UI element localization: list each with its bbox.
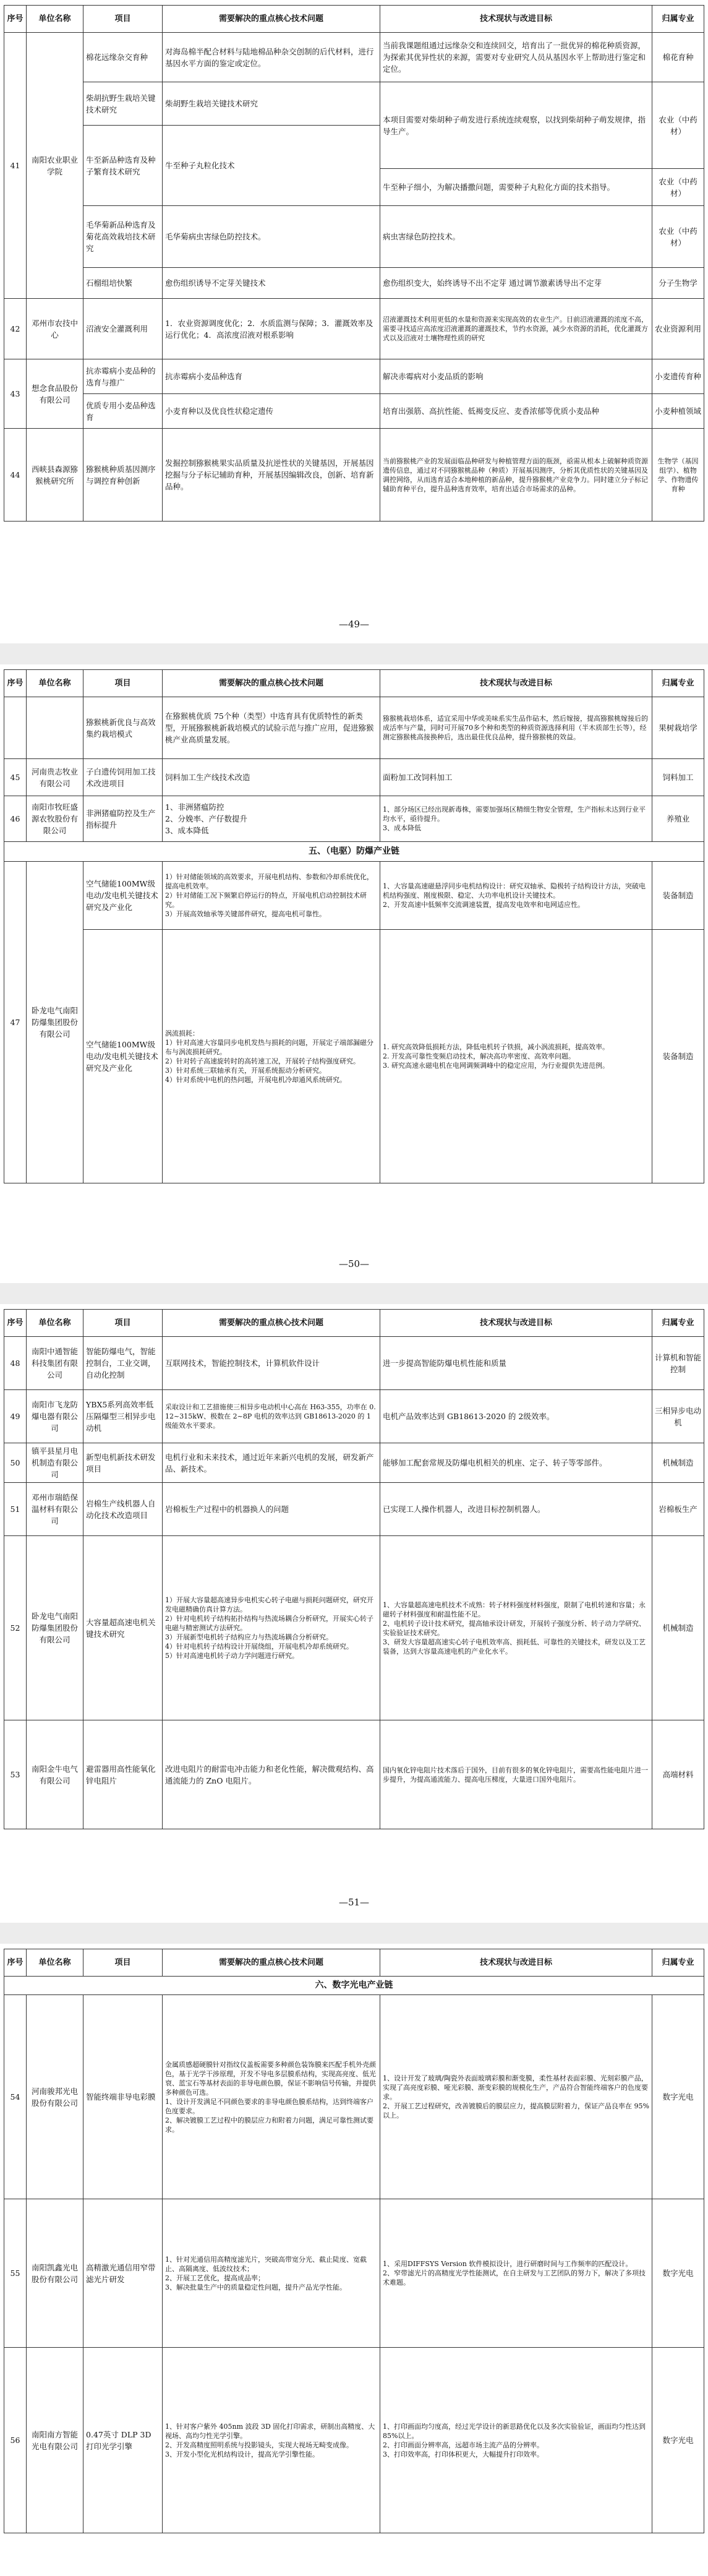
cell-seq: 54 (4, 1995, 27, 2199)
cell-major: 农业（中药材） (652, 206, 704, 268)
cell-problem: 愈伤组织诱导不定芽关键技术 (163, 268, 380, 299)
cell-seq: 53 (4, 1720, 27, 1829)
cell-target: 培育出强筋、高抗性能、低褐变反应、麦香浓郁等优质小麦品种 (380, 394, 652, 429)
table-row (4, 1443, 704, 1483)
header-seq: 序号 (4, 1949, 27, 1977)
cell-item: 岩棉生产线机器人自动化技术改造项目 (83, 1483, 163, 1536)
page-2 (0, 664, 708, 1283)
cell-target: 沼液灌溉技术利用更低的水量和资源来实现高效的农业生产。目前沼液灌溉的浓度不高，需要寻找适应高浓度沼液灌溉的灌溉技术，节约水资源，减少水资源的消耗，优化灌溉方式以及沼液对土壤物理性质的研究 (380, 299, 652, 359)
cell-problem: 1．农业资源调度优化；2．水质监测与保障；3．灌溉效率及运行优化；4．高浓度沼液对根系影响 (163, 299, 380, 359)
cell-target: 面粉加工改饲料加工 (380, 759, 652, 796)
table-row (4, 759, 704, 796)
cell-major: 小麦遗传育种 (652, 359, 704, 394)
cell-major: 数字光电 (652, 1995, 704, 2199)
page-number: —49— (338, 619, 370, 630)
cell-seq: 51 (4, 1483, 27, 1536)
table-row (4, 299, 704, 359)
table-page-2 (4, 669, 704, 1183)
header-problem: 需要解决的重点核心技术问题 (163, 1949, 380, 1977)
cell-target: 1、采用DIFFSYS Version 软件模拟设计，进行研磨时间与工作频率的匹配设计。 2、窄带滤光片的高精度光学性能测试，在自主研发与工艺团队的努力下，解决了多项技术难题。 (380, 2199, 652, 2348)
cell-target: 愈伤组织变大，始终诱导不出不定芽 通过调节激素诱导出不定芽 (380, 268, 652, 299)
cell-problem: 1、非洲猪瘟防控 2、分娩率、产仔数提升 3、成本降低 (163, 796, 380, 842)
cell-major: 机械制造 (652, 1443, 704, 1483)
cell-target: 1、设计开发了玻璃/陶瓷外表面玻璃彩膜和渐变膜，柔性基材表面彩膜、光刻彩膜产品，实现了高亮度彩膜、哑光彩膜、渐变彩膜的规模化生产，产品符合智能终端客户的色度要求。 2、开展工艺过程研究，改善镀膜后的膜层应力，提高膜层附着力，保证产品良率在 95%以上。 (380, 1995, 652, 2199)
cell-unit: 卧龙电气南阳防爆集团股份有限公司 (27, 862, 83, 1183)
cell-unit: 河南贵志牧业有限公司 (27, 759, 83, 796)
cell-major: 计算机和智能控制 (652, 1337, 704, 1390)
cell-item: 新型电机新技术研发项目 (83, 1443, 163, 1483)
header-seq: 序号 (4, 670, 27, 697)
cell-major: 果树栽培学 (652, 697, 704, 759)
cell-problem: 牛至种子丸粒化技术 (163, 126, 380, 206)
cell-unit: 想念食品股份有限公司 (27, 359, 83, 429)
cell-item: 子白遗传饲用加工技术改进项目 (83, 759, 163, 796)
cell-seq: 47 (4, 862, 27, 1183)
cell-problem: 在猕猴桃优质 75个种（类型）中选育具有优质特性的新类型，开展猕猴桃新栽培模式的试验示范与推广应用，促进猕猴桃产业高质量发展。 (163, 697, 380, 759)
table-row (4, 697, 704, 759)
header-major: 归属专业 (652, 670, 704, 697)
header-target: 技术现状与改进目标 (380, 1310, 652, 1337)
cell-target: 电机产品效率达到 GB18613-2020 的 2级效率。 (380, 1390, 652, 1443)
table-row (4, 206, 704, 268)
table-row (4, 1483, 704, 1536)
section-title: 六、数字光电产业链 (4, 1977, 704, 1995)
cell-major: 装备制造 (652, 930, 704, 1183)
cell-problem: 涡流损耗： 1）针对高速大容量同步电机发热与损耗的问题，开展定子端部漏磁分布与涡流损耗研究。 2）针对转子高速旋转时的高转速工况，开展转子结构强度研究。 3）针对系统三联轴承有关，开展系统振动分析研究。 4）针对系统中电机的热问题，开展电机冷却通风系统研究。 (163, 930, 380, 1183)
cell-major: 高端材料 (652, 1720, 704, 1829)
cell-major: 棉花育种 (652, 33, 704, 82)
cell-major: 岩棉板生产 (652, 1483, 704, 1536)
cell-item: 猕猴桃新优良与高效集约栽培模式 (83, 697, 163, 759)
cell-problem: 采取设计和工艺措施使三相异步电动机中心高在 H63-355，功率在 0.12~315kW、极数在 2~8P 电机的效率达到 GB18613-2020 的 1级能效水平要求。 (163, 1390, 380, 1443)
cell-item: 避雷器用高性能氧化锌电阻片 (83, 1720, 163, 1829)
cell-item: 大容量超高速电机关键技术研究 (83, 1536, 163, 1720)
cell-major: 数字光电 (652, 2348, 704, 2533)
cell-seq: 55 (4, 2199, 27, 2348)
cell-target: 当前我课题组通过远缘杂交和连续回交，培育出了一批优异的棉花种质资源，为探索其优异性状的来源，需要对专业研究人员从基因水平上帮助进行鉴定和定位。 (380, 33, 652, 82)
cell-target: 1、部分场区已经出现新毒株，需要加强场区精细生物安全管理，生产指标未达到行业平均水平，亟待提升。 3、成本降低 (380, 796, 652, 842)
cell-problem: 改进电阻片的耐雷电冲击能力和老化性能，解决微观结构、高通流能力的 ZnO 电阻片。 (163, 1720, 380, 1829)
table-row (4, 82, 704, 126)
page-number: —51— (338, 1897, 370, 1908)
header-problem: 需要解决的重点核心技术问题 (163, 6, 380, 33)
header-major: 归属专业 (652, 1310, 704, 1337)
cell-target: 能够加工配套常规及防爆电机相关的机座、定子、转子等零部件。 (380, 1443, 652, 1483)
table-row (4, 2348, 704, 2533)
cell-unit: 南阳凯鑫光电股份有限公司 (27, 2199, 83, 2348)
header-target: 技术现状与改进目标 (380, 670, 652, 697)
header-unit: 单位名称 (27, 6, 83, 33)
cell-target: 本项目需要对柴胡种子萌发进行系统连续观察，以找到柴胡种子萌发规律，指导生产。 (380, 82, 652, 169)
cell-target: 牛至种子细小，为解决播撒问题，需要种子丸粒化方面的技术指导。 (380, 169, 652, 206)
cell-unit: 南阳南方智能光电有限公司 (27, 2348, 83, 2533)
table-row (4, 1390, 704, 1443)
cell-major: 农业资源利用 (652, 299, 704, 359)
cell-major: 饲料加工 (652, 759, 704, 796)
cell-seq: 44 (4, 429, 27, 522)
cell-major: 分子生物学 (652, 268, 704, 299)
cell-problem: 金属质感超硬膜针对指纹仪盖板需要多种颜色装饰膜来匹配手机外壳颜色，基于光学干涉原理，开发不导电多层膜系结构，实现高亮度、低光衰、蓝宝石等基材表面的非导电颜色膜，保证不影响信号传输，并提供多种颜色可选。 1、设计开发满足不同颜色要求的非导电颜色膜系结构，达到终端客户色度要求。 2、解决镀膜工艺过程中的膜层应力和附着力问题，满足可靠性测试要求。 (163, 1995, 380, 2199)
cell-problem: 1）针对储能领域的高效要求，开展电机结构、参数和冷却系统优化，提高电机效率。 2）针对储能工况下频繁启停运行的特点，开展电机启动控制技术研究。 3）开展高效轴承等关键部件研究，提高电机可靠性。 (163, 862, 380, 930)
cell-unit: 邓州市农技中心 (27, 299, 83, 359)
cell-seq: 42 (4, 299, 27, 359)
cell-problem: 1、针对光通信用高精度滤光片，突破高带宽分光、截止陡度、宽截止、高隔离度、低波纹技术； 2、开展工艺优化，提高成品率； 3、解决批量生产中的质量稳定性问题，提升产品光学性能。 (163, 2199, 380, 2348)
table-row (4, 796, 704, 842)
cell-target: 1、大容量高速磁悬浮同步电机结构设计：研究双轴承、隐极转子结构设计方法，突破电机结构强度、刚度极限、稳定、大功率电机设计关键技术。 2、开发高速中低频率交流调速装置，提高发电效率和电网适应性。 (380, 862, 652, 930)
cell-target: 进一步提高智能防爆电机性能和质量 (380, 1337, 652, 1390)
table-page-4 (4, 1949, 704, 2533)
cell-major: 养殖业 (652, 796, 704, 842)
cell-problem: 电机行业和未来技术，通过近年来新兴电机的发展，研发新产品、新技术。 (163, 1443, 380, 1483)
page-separator (0, 1283, 708, 1304)
cell-problem: 抗赤霉病小麦品种选育 (163, 359, 380, 394)
cell-unit: 西峡县森源猕猴桃研究所 (27, 429, 83, 522)
cell-item: 0.47英寸 DLP 3D 打印光学引擎 (83, 2348, 163, 2533)
cell-item: 空气储能100MW级电动/发电机关键技术研究及产业化 (83, 930, 163, 1183)
cell-major: 小麦种植领域 (652, 394, 704, 429)
table-row (4, 33, 704, 82)
cell-unit: 镇平县星月电机制造有限公司 (27, 1443, 83, 1483)
table-page-1 (4, 5, 704, 522)
cell-unit: 南阳农业职业学院 (27, 33, 83, 299)
cell-problem: 发掘控制猕猴桃果实品质量及抗逆性状的关键基因，开展基因挖掘与分子标记辅助育种，开展基因编辑改良，创新、培育新品种。 (163, 429, 380, 522)
cell-seq: 48 (4, 1337, 27, 1390)
cell-item: 沼液安全灌溉利用 (83, 299, 163, 359)
cell-problem: 柴胡野生栽培关键技术研究 (163, 82, 380, 126)
cell-item: 牛至新品种选育及种子繁育技术研究 (83, 126, 163, 206)
cell-seq: 52 (4, 1536, 27, 1720)
cell-unit: 南阳金牛电气有限公司 (27, 1720, 83, 1829)
cell-unit: 南阳中通智能科技集团有限公司 (27, 1337, 83, 1390)
header-item: 项目 (83, 1310, 163, 1337)
cell-unit: 南阳市飞龙防爆电器有限公司 (27, 1390, 83, 1443)
cell-problem: 毛华菊病虫害绿色防控技术。 (163, 206, 380, 268)
table-row (4, 268, 704, 299)
cell-target: 解决赤霉病对小麦品质的影响 (380, 359, 652, 394)
page-number: —50— (338, 1258, 370, 1269)
table-row (4, 1720, 704, 1829)
table-row (4, 2199, 704, 2348)
table-row (4, 359, 704, 394)
table-row (4, 429, 704, 522)
cell-problem: 1、针对客户紫外 405nm 波段 3D 固化打印需求，研制出高精度、大视场、高均匀性光学引擎。 2、开发高精度照明系统与投影镜头，实现大视场无畸变成像。 3、开发小型化光机结构设计，提高光学引擎性能。 (163, 2348, 380, 2533)
table-row (4, 1995, 704, 2199)
cell-target: 已实现工人操作机器人，改进目标控制机器人。 (380, 1483, 652, 1536)
cell-unit: 南阳市牧旺盛源农牧股份有限公司 (27, 796, 83, 842)
header-unit: 单位名称 (27, 1949, 83, 1977)
cell-problem: 互联网技术，智能控制技术，计算机软件设计 (163, 1337, 380, 1390)
cell-item: 石榴组培快繁 (83, 268, 163, 299)
cell-item: 高精激光通信用窄带滤光片研发 (83, 2199, 163, 2348)
table-row (4, 394, 704, 429)
cell-item: 柴胡抗野生栽培关键技术研究 (83, 82, 163, 126)
header-target: 技术现状与改进目标 (380, 1949, 652, 1977)
cell-item: 抗赤霉病小麦品种的选育与推广 (83, 359, 163, 394)
cell-seq: 56 (4, 2348, 27, 2533)
cell-problem: 小麦育种以及优良性状稳定遗传 (163, 394, 380, 429)
page-3 (0, 1304, 708, 1923)
header-item: 项目 (83, 670, 163, 697)
header-item: 项目 (83, 6, 163, 33)
cell-target: 国内氧化锌电阻片技术落后于国外，目前有很多的氧化锌电阻片，需要高性能电阻片进一步提升，为提高通流能力、提高电压梯度，大量进口国外电阻片。 (380, 1720, 652, 1829)
page-4 (0, 1944, 708, 2576)
table-row (4, 930, 704, 1183)
cell-major: 数字光电 (652, 2199, 704, 2348)
table-page-3 (4, 1309, 704, 1829)
cell-problem: 岩棉板生产过程中的机器换人的问题 (163, 1483, 380, 1536)
table-row (4, 862, 704, 930)
cell-target: 猕猴桃栽培体系，适宜采用中华或美味系实生品作砧木，然后嫁接，提高猕猴桃嫁接后的成活率与产量，同时可开展70多个种和类型的种质资源选择利用（半木质部生长等），经测定猕猴桃高接换种后，选出最佳优良品种，提升猕猴桃的效益。 (380, 697, 652, 759)
table-row (4, 1337, 704, 1390)
cell-item: 智能终端非导电彩膜 (83, 1995, 163, 2199)
cell-seq: 49 (4, 1390, 27, 1443)
cell-major: 装备制造 (652, 862, 704, 930)
section-title: 五、（电驱）防爆产业链 (4, 842, 704, 862)
cell-problem: 饲料加工生产线技术改造 (163, 759, 380, 796)
header-seq: 序号 (4, 6, 27, 33)
page-1 (0, 0, 708, 643)
cell-item: 空气储能100MW级电动/发电机关键技术研究及产业化 (83, 862, 163, 930)
header-unit: 单位名称 (27, 670, 83, 697)
cell-target: 1. 研究高效降低损耗方法，降低电机转子铁损，减小涡流损耗，提高效率。 2. 开发高可靠性变频启动技术，解决高功率密度、高效率问题。 3. 研究高速永磁电机在电网调频调峰中的稳定应用，为行业提供先进范例。 (380, 930, 652, 1183)
header-major: 归属专业 (652, 1949, 704, 1977)
cell-problem: 1）开展大容量超高速异步电机实心转子电磁与损耗问题研究，研究开发电磁精确仿真计算方法。 2）针对电机转子结构拓扑结构与热流场耦合分析研究，开展实心转子电磁与精密测试方法研究。 3）开展新型电机转子结构应力与热流场耦合分析研究。 4）针对电机转子结构设计开展绕组，开展电机冷却系统研究。 5）针对高速电机转子动力学问题进行研究。 (163, 1536, 380, 1720)
cell-unit: 河南骏邦光电股份有限公司 (27, 1995, 83, 2199)
cell-seq: 43 (4, 359, 27, 429)
cell-target: 病虫害绿色防控技术。 (380, 206, 652, 268)
header-problem: 需要解决的重点核心技术问题 (163, 670, 380, 697)
cell-major: 三相异步电动机 (652, 1390, 704, 1443)
cell-item: 非洲猪瘟防控及生产指标提升 (83, 796, 163, 842)
cell-item: 猕猴桃种质基因测序与调控育种创新 (83, 429, 163, 522)
header-major: 归属专业 (652, 6, 704, 33)
cell-major: 农业（中药材） (652, 169, 704, 206)
cell-seq: 45 (4, 759, 27, 796)
cell-major: 机械制造 (652, 1536, 704, 1720)
cell-item: 毛华菊新品种选育及菊花高效栽培技术研究 (83, 206, 163, 268)
page-separator (0, 1923, 708, 1944)
header-problem: 需要解决的重点核心技术问题 (163, 1310, 380, 1337)
header-seq: 序号 (4, 1310, 27, 1337)
cell-target: 1、大容量超高速电机技术不成熟：转子材料强度材料强度，限制了电机转速和容量；永磁转子材料强度和耐温性能不足。 2、电机转子设计技术研究，提高轴承设计研发，开展转子强度分析、转子动力学研究、实验验证技术研究。 3、研发大容量超高速实心转子电机效率高、损耗低、可靠性的关键技术，研发以及工艺装备，达到大容量高速电机的产业化水平。 (380, 1536, 652, 1720)
header-unit: 单位名称 (27, 1310, 83, 1337)
cell-item: YBX5系列高效率低压隔爆型三相异步电动机 (83, 1390, 163, 1443)
cell-unit: 邓州市瑞皓保温材料有限公司 (27, 1483, 83, 1536)
table-row (4, 1536, 704, 1720)
cell-item: 智能防爆电气，智能控制台，工业交调，自动化控制 (83, 1337, 163, 1390)
header-item: 项目 (83, 1949, 163, 1977)
cell-major: 生物学（基因组学）、植物学、作物遗传育种 (652, 429, 704, 522)
cell-seq: 46 (4, 796, 27, 842)
cell-seq (4, 697, 27, 759)
cell-unit (27, 697, 83, 759)
header-target: 技术现状与改进目标 (380, 6, 652, 33)
cell-target: 1、打印画面均匀度高，经过光学设计的新思路优化以及多次实验验证，画面均匀性达到 85%以上。 2、打印画面分辨率高，远超市场主流产品的分辨率。 3、打印效率高，打印体积更大，大幅提升打印效率。 (380, 2348, 652, 2533)
cell-target: 当前猕猴桃产业的发展面临品种研发与种植管理方面的瓶颈，亟需从根本上破解种质资源遗传信息，通过对不同猕猴桃品种（种质）开展基因测序，分析其优质性状的关键基因及调控网络，从而选育适合本地种植的新品种，提升猕猴桃产业竞争力。同时建立分子标记辅助育种平台，提升品种选育效率，培育出适合市场需求的品种。 (380, 429, 652, 522)
cell-major: 农业（中药材） (652, 82, 704, 169)
cell-seq: 50 (4, 1443, 27, 1483)
cell-item: 优质专用小麦品种选育 (83, 394, 163, 429)
page-separator (0, 643, 708, 664)
cell-problem: 对海岛棉半配合材料与陆地棉品种杂交创制的后代材料，进行基因水平方面的鉴定或定位。 (163, 33, 380, 82)
cell-item: 棉花远缘杂交育种 (83, 33, 163, 82)
cell-seq: 41 (4, 33, 27, 299)
cell-unit: 卧龙电气南阳防爆集团股份有限公司 (27, 1536, 83, 1720)
